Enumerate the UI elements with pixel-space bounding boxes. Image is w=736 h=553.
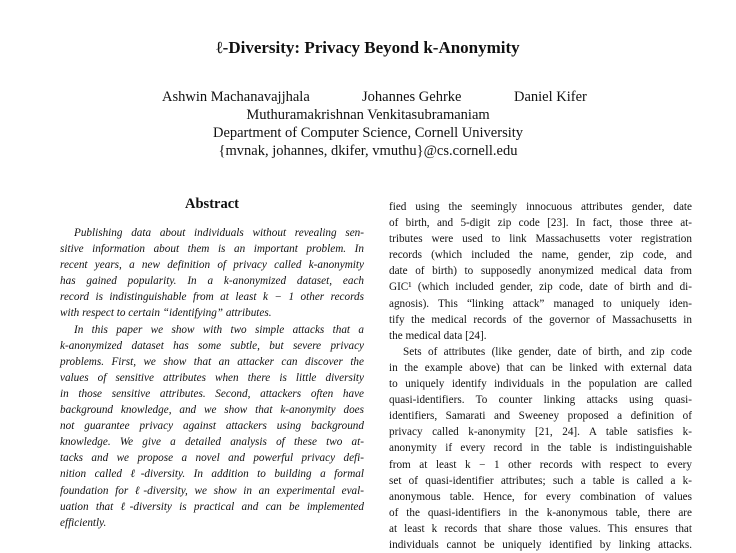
body-line: of birth, and 5-digit zip code [23]. In fact, those three at- xyxy=(389,217,692,230)
body-line: anonymity if every record in the table is indistinguishable xyxy=(389,442,692,455)
abstract-line: nition called ℓ-diversity. In addition to building a formal xyxy=(60,468,364,481)
body-line: fied using the seemingly innocuous attributes gender, date xyxy=(389,201,692,213)
abstract-line: values of sensitive attributes when there is little diversity xyxy=(60,371,364,384)
body-line: to uniquely identify individuals in the population are called xyxy=(389,378,692,391)
body-line: from at least k − 1 other records with respect to every xyxy=(389,458,692,471)
abstract-line: recent years, a new definition of privacy called k-anonymity xyxy=(60,259,364,272)
abstract-line: background knowledge, and we show that k-anonymity does xyxy=(60,404,364,417)
abstract-line: has gained popularity. In a k-anonymized dataset, each xyxy=(60,275,364,288)
abstract-text xyxy=(60,225,364,531)
affiliation: Department of Computer Science, Cornell University xyxy=(212,125,524,141)
paper-title: ℓ-Diversity: Privacy Beyond k-Anonymity xyxy=(216,38,520,57)
body-line: GIC¹ (which included gender, zip code, date of birth and di- xyxy=(389,281,692,294)
body-line: set of quasi-identifier attributes; such a table is called a k- xyxy=(389,474,692,487)
abstract-line: problems. First, we show that an attacker can discover the xyxy=(60,355,364,368)
abstract-line: k-anonymized dataset has some subtle, but severe privacy xyxy=(60,339,364,352)
author-name: Johannes Gehrke xyxy=(362,89,462,105)
body-line: in the example above) that can be linked with external data xyxy=(389,361,692,374)
body-line: tify the medical records of the governor of Massachusetts in xyxy=(389,313,692,326)
body-line: Sets of attributes (like gender, date of birth, and zip code xyxy=(403,345,692,358)
body-line: date of birth) to supposedly anonymized medical data from xyxy=(389,265,692,278)
author-emails: {mvnak, johannes, dkifer, vmuthu}@cs.cornell.edu xyxy=(218,143,518,159)
author-name: Ashwin Machanavajjhala xyxy=(162,89,310,105)
body-line: quasi-identifiers. To counter linking attacks using quasi- xyxy=(389,394,692,407)
abstract-line: uation that ℓ-diversity is practical and can be implemented xyxy=(60,500,364,513)
body-text xyxy=(389,199,692,553)
author-name: Muthuramakrishnan Venkitasubramaniam xyxy=(246,107,490,123)
abstract-line: In this paper we show with two simple attacks that a xyxy=(74,323,364,336)
abstract-line: not guarantee privacy against attackers using background xyxy=(60,420,364,433)
abstract-line: Publishing data about individuals without revealing sen- xyxy=(74,227,364,239)
abstract-line: in those sensitive attributes. Second, attackers often have xyxy=(60,387,364,400)
abstract-line: foundation for ℓ-diversity, we show in an experimental eval- xyxy=(60,484,364,497)
abstract-line: tacks and we propose a novel and powerful privacy defi- xyxy=(60,452,364,465)
body-line: tributes were used to link Massachusetts voter registration xyxy=(389,233,692,246)
abstract-line: record is indistinguishable from at least k − 1 other records xyxy=(60,291,364,304)
abstract-heading: Abstract xyxy=(185,196,239,212)
abstract-line: knowledge. We give a detailed analysis of these two at- xyxy=(60,436,364,449)
body-line: individuals cannot be uniquely identified by linking attacks. xyxy=(389,538,692,551)
body-line: identifiers, Samarati and Sweeney proposed a definition of xyxy=(389,410,692,423)
abstract-line: sitive information about them is an important problem. In xyxy=(60,243,364,256)
body-line: of the quasi-identifiers in the k-anonymous table, there are xyxy=(389,506,692,519)
abstract-line: with respect to certain “identifying” attributes. xyxy=(60,307,272,320)
body-line: anonymous table. Hence, for every combination of values xyxy=(389,490,692,503)
body-line: the medical data [24]. xyxy=(389,329,487,342)
body-line: records (which included the name, gender, zip code, and xyxy=(389,249,692,262)
body-line: privacy called k-anonymity [21, 24]. A table satisfies k- xyxy=(389,426,692,439)
body-line: at least k records that share those values. This ensures that xyxy=(389,522,692,535)
body-line: agnosis). This “linking attack” managed to uniquely iden- xyxy=(389,297,692,310)
author-name: Daniel Kifer xyxy=(514,89,587,105)
abstract-line: efficiently. xyxy=(60,516,107,529)
